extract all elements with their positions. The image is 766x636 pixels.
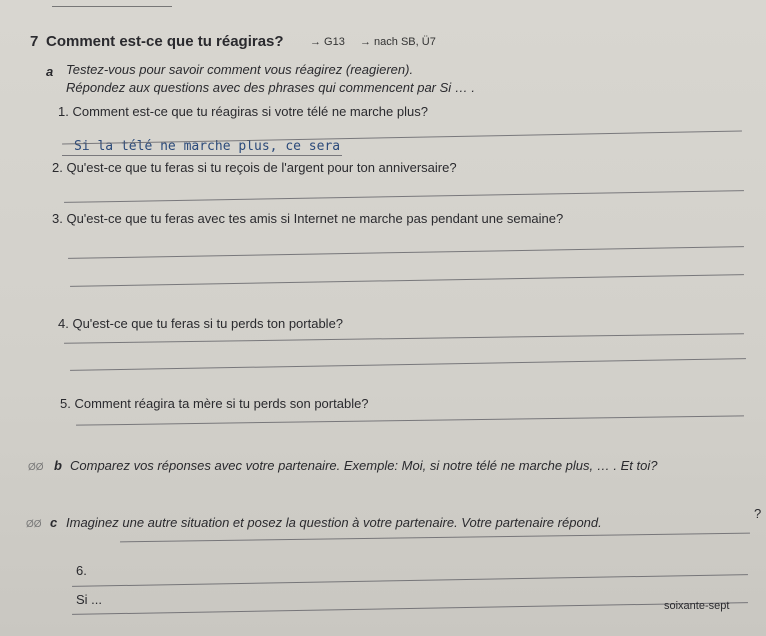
answer-line-4b	[70, 358, 746, 371]
answer-6-label: 6.	[76, 563, 87, 578]
question-5: 5. Comment réagira ta mère si tu perds son portable?	[60, 396, 369, 411]
question-3: 3. Qu'est-ce que tu feras avec tes amis si Internet ne marche pas pendant une semaine?	[52, 211, 564, 226]
answer-line-2	[64, 190, 744, 203]
part-a-instruction-2: Répondez aux questions avec des phrases qui commencent par Si … .	[66, 80, 476, 95]
answer-line-5	[76, 415, 744, 425]
answer-line-3a	[68, 246, 744, 259]
question-1: 1. Comment est-ce que tu réagiras si votre télé ne marche plus?	[58, 104, 428, 119]
part-a-instruction-1: Testez-vous pour savoir comment vous réagirez (reagieren).	[66, 62, 414, 77]
part-c-letter: c	[50, 515, 58, 530]
answer-si-label: Si ...	[76, 592, 103, 607]
question-2: 2. Qu'est-ce que tu feras si tu reçois de l'argent pour ton anniversaire?	[52, 160, 457, 175]
part-b-letter: b	[54, 458, 62, 473]
handwritten-answer-1: Si la télé ne marche plus, ce sera	[74, 139, 341, 154]
answer-line-6	[72, 574, 748, 587]
page-number-text: soixante-sept	[664, 600, 730, 612]
top-rule	[52, 6, 172, 7]
pair-work-icon-b: ØØ	[28, 462, 44, 473]
answer-line-4a	[64, 333, 744, 343]
question-4: 4. Qu'est-ce que tu feras si tu perds ton portable?	[58, 316, 344, 331]
answer-line-6-top	[120, 533, 750, 543]
answer-line-si	[72, 602, 748, 615]
margin-question-mark: ?	[754, 506, 762, 521]
answer-underline-1	[62, 155, 342, 156]
answer-line-3b	[70, 274, 744, 287]
exercise-number: 7	[30, 33, 39, 50]
answer-line-1	[62, 130, 742, 144]
exercise-title: Comment est-ce que tu réagiras?	[46, 33, 284, 50]
part-b-text: Comparez vos réponses avec votre partenaire. Exemple: Moi, si notre télé ne marche plus, … . Et toi?	[70, 458, 658, 473]
grammar-reference: → G13	[310, 36, 345, 48]
pair-work-icon-c: ØØ	[26, 519, 42, 530]
schoolbook-reference: → nach SB, Ü7	[360, 36, 436, 48]
part-c-text: Imaginez une autre situation et posez la question à votre partenaire. Votre partenaire répond.	[66, 515, 602, 530]
part-a-letter: a	[46, 64, 54, 79]
